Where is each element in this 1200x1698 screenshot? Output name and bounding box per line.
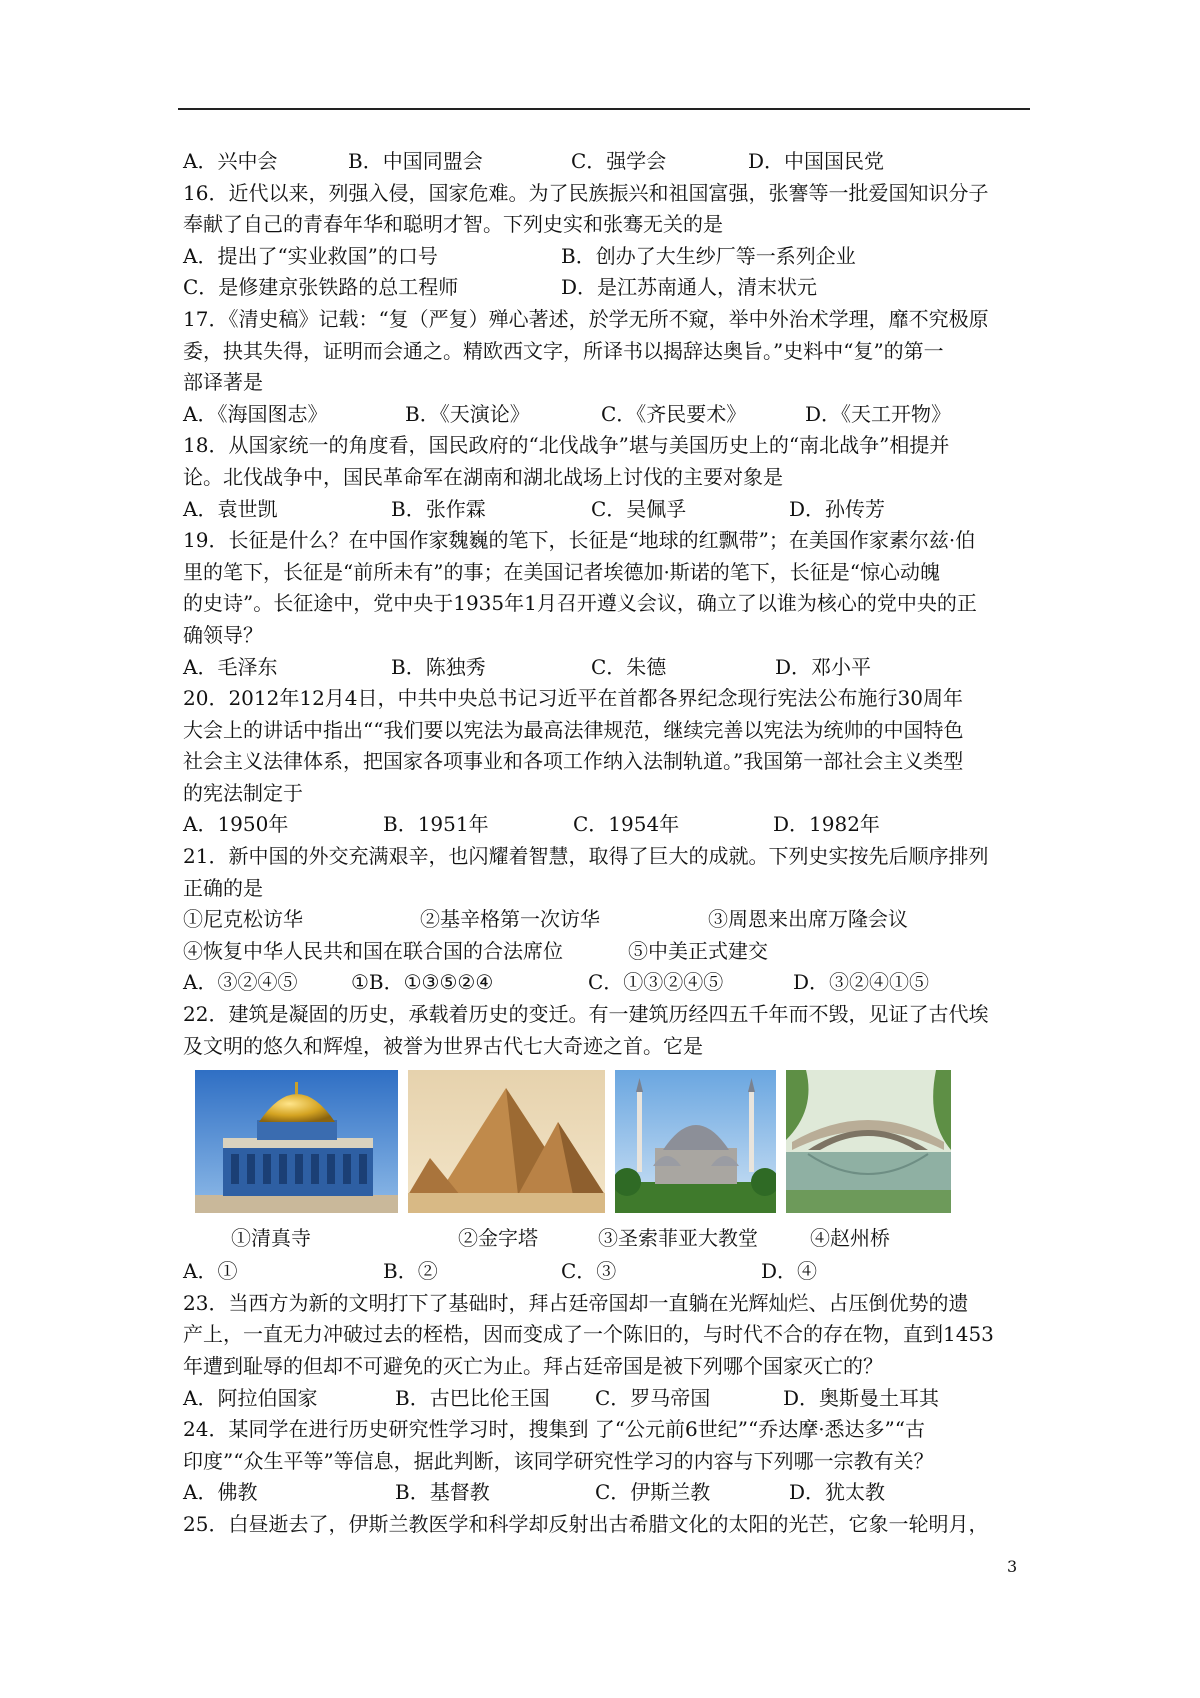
pyramids-illustration xyxy=(408,1070,605,1213)
q22-caption-2: ②金字塔 xyxy=(458,1226,538,1251)
q17-option-c[interactable]: C．《齐民要术》 xyxy=(601,401,747,426)
q21-item-5: ⑤中美正式建交 xyxy=(628,938,768,963)
q22-option-c[interactable]: C．③ xyxy=(561,1259,617,1284)
q16-option-c[interactable]: C．是修建京张铁路的总工程师 xyxy=(183,275,459,300)
q17-options xyxy=(183,399,1033,431)
q15-options xyxy=(183,146,1033,178)
figure-pyramids xyxy=(408,1070,605,1213)
q22-option-a[interactable]: A．① xyxy=(183,1259,238,1284)
hagia-sophia-illustration xyxy=(615,1070,776,1213)
q21-item-3: ③周恩来出席万隆会议 xyxy=(708,907,908,932)
q18-stem-line-2: 论。北伐战争中，国民革命军在湖南和湖北战场上讨伐的主要对象是 xyxy=(183,464,783,489)
q18-option-b[interactable]: B．张作霖 xyxy=(391,496,486,521)
q23-option-d[interactable]: D．奥斯曼土耳其 xyxy=(783,1385,940,1410)
q20-option-c[interactable]: C．1954年 xyxy=(573,812,680,837)
q18-options xyxy=(183,494,1033,526)
q16-option-b[interactable]: B．创办了大生纱厂等一系列企业 xyxy=(561,243,856,268)
q20-stem-line-4: 的宪法制定于 xyxy=(183,780,303,805)
q20-stem-line-2: 大会上的讲话中指出““我们要以宪法为最高法律规范，继续完善以宪法为统帅的中国特色 xyxy=(183,717,964,742)
q22-caption-3: ③圣索菲亚大教堂 xyxy=(598,1226,758,1251)
q18-option-d[interactable]: D．孙传芳 xyxy=(789,496,886,521)
q21-options xyxy=(183,967,1033,999)
q22-options xyxy=(183,1256,1033,1288)
q15-option-d[interactable]: D．中国国民党 xyxy=(748,149,885,173)
q20-option-b[interactable]: B．1951年 xyxy=(383,812,489,837)
q21-item-2: ②基辛格第一次访华 xyxy=(420,907,600,932)
q22-option-b[interactable]: B．② xyxy=(383,1259,438,1284)
q22-figures xyxy=(183,1070,1033,1220)
header-rule xyxy=(178,108,1030,110)
q19-option-a[interactable]: A．毛泽东 xyxy=(183,654,278,679)
q22-option-d[interactable]: D．④ xyxy=(761,1259,818,1284)
q17-stem-line-1: 17．《清史稿》记载：“复（严复）殚心著述，於学无所不窥，举中外治术学理，靡不究极原 xyxy=(183,306,989,331)
q17-stem-line-2: 委，抉其失得，证明而会通之。精欧西文字，所译书以揭辞达奥旨。”史料中“复”的第一 xyxy=(183,338,944,363)
q15-option-c[interactable]: C．强学会 xyxy=(571,149,667,173)
q21-item-4: ④恢复中华人民共和国在联合国的合法席位 xyxy=(183,938,563,963)
q17-option-b[interactable]: B．《天演论》 xyxy=(405,401,530,426)
q21-option-d[interactable]: D．③②④①⑤ xyxy=(793,970,930,995)
q24-stem-line-2: 印度”“众生平等”等信息，据此判断，该同学研究性学习的内容与下列哪一宗教有关？ xyxy=(183,1448,934,1473)
q19-stem-line-4: 确领导？ xyxy=(183,622,263,647)
q19-stem-line-2: 里的笔下，长征是“前所未有”的事；在美国记者埃德加·斯诺的笔下，长征是“惊心动魄 xyxy=(183,559,941,584)
q24-stem-line-1: 24．某同学在进行历史研究性学习时，搜集到 了“公元前6世纪”“乔达摩·悉达多”“古 xyxy=(183,1417,926,1442)
q22-stem-line-2: 及文明的悠久和辉煌，被誉为世界古代七大奇迹之首。它是 xyxy=(183,1033,703,1058)
q20-option-d[interactable]: D．1982年 xyxy=(773,812,880,837)
q23-stem-line-1: 23．当西方为新的文明打下了基础时，拜占廷帝国却一直躺在光辉灿烂、占压倒优势的遗 xyxy=(183,1290,969,1315)
q15-option-a[interactable]: A．兴中会 xyxy=(183,149,278,173)
q24-option-c[interactable]: C．伊斯兰教 xyxy=(595,1480,711,1505)
q25-stem-line-1: 25．白昼逝去了，伊斯兰教医学和科学却反射出古希腊文化的太阳的光芒，它象一轮明月， xyxy=(183,1511,989,1536)
q20-options xyxy=(183,809,1033,841)
q23-option-c[interactable]: C．罗马帝国 xyxy=(595,1385,711,1410)
q19-stem-line-1: 19．长征是什么？在中国作家魏巍的笔下，长征是“地球的红飘带”；在美国作家素尔兹·伯 xyxy=(183,528,976,553)
q19-options xyxy=(183,652,1033,684)
q18-option-a[interactable]: A．袁世凯 xyxy=(183,496,278,521)
q19-option-c[interactable]: C．朱德 xyxy=(591,654,667,679)
q24-options xyxy=(183,1477,1033,1509)
q18-option-c[interactable]: C．吴佩孚 xyxy=(591,496,687,521)
page-number: 3 xyxy=(1007,1557,1018,1576)
mosque-illustration xyxy=(195,1070,398,1213)
q16-option-a[interactable]: A．提出了“实业救国”的口号 xyxy=(183,243,438,268)
q21-item-1: ①尼克松访华 xyxy=(183,907,303,932)
q23-stem-line-2: 产上，一直无力冲破过去的桎梏，因而变成了一个陈旧的，与时代不合的存在物，直到1453 xyxy=(183,1322,994,1347)
figure-mosque xyxy=(195,1070,398,1213)
q16-option-d[interactable]: D．是江苏南通人，清末状元 xyxy=(561,275,818,300)
q23-stem-line-3: 年遭到耻辱的但却不可避免的灭亡为止。拜占廷帝国是被下列哪个国家灭亡的？ xyxy=(183,1354,883,1378)
zhaozhou-bridge-illustration xyxy=(786,1070,951,1213)
q16-options-row-1 xyxy=(183,241,1033,273)
q16-stem-line-1: 16．近代以来，列强入侵，国家危难。为了民族振兴和祖国富强，张謇等一批爱国知识分子 xyxy=(183,180,989,205)
q24-option-a[interactable]: A．佛教 xyxy=(183,1480,258,1505)
q21-option-a[interactable]: A．③②④⑤ xyxy=(183,970,298,995)
q22-stem-line-1: 22．建筑是凝固的历史，承载着历史的变迁。有一建筑历经四五千年而不毁，见证了古代埃 xyxy=(183,1002,989,1027)
q22-captions xyxy=(183,1220,1033,1256)
exam-page-content xyxy=(183,146,1033,1541)
q16-stem-line-2: 奉献了自己的青春年华和聪明才智。下列史实和张骞无关的是 xyxy=(183,212,723,237)
q21-stem-line-2: 正确的是 xyxy=(183,875,263,900)
figure-zhaozhou-bridge xyxy=(786,1070,951,1213)
q21-items-row-1 xyxy=(183,904,1033,936)
q22-caption-4: ④赵州桥 xyxy=(810,1226,890,1251)
q21-items-row-2 xyxy=(183,936,1033,968)
q19-option-d[interactable]: D．邓小平 xyxy=(775,654,872,679)
q23-options xyxy=(183,1383,1033,1415)
q17-option-d[interactable]: D．《天工开物》 xyxy=(805,401,952,426)
q21-stem-line-1: 21．新中国的外交充满艰辛，也闪耀着智慧，取得了巨大的成就。下列史实按先后顺序排列 xyxy=(183,844,989,869)
q17-stem-line-3: 部译著是 xyxy=(183,370,263,395)
q16-options-row-2 xyxy=(183,272,1033,304)
q24-option-b[interactable]: B．基督教 xyxy=(395,1480,490,1505)
figure-hagia-sophia xyxy=(615,1070,776,1213)
q23-option-b[interactable]: B．古巴比伦王国 xyxy=(395,1385,550,1410)
q20-stem-line-3: 社会主义法律体系，把国家各项事业和各项工作纳入法制轨道。”我国第一部社会主义类型 xyxy=(183,749,964,774)
q20-stem-line-1: 20．2012年12月4日，中共中央总书记习近平在首都各界纪念现行宪法公布施行30周年 xyxy=(183,686,963,711)
q24-option-d[interactable]: D．犹太教 xyxy=(789,1480,886,1505)
q23-option-a[interactable]: A．阿拉伯国家 xyxy=(183,1385,318,1410)
q15-option-b[interactable]: B．中国同盟会 xyxy=(348,149,483,173)
q18-stem-line-1: 18．从国家统一的角度看，国民政府的“北伐战争”堪与美国历史上的“南北战争”相提并 xyxy=(183,433,950,458)
q19-option-b[interactable]: B．陈独秀 xyxy=(391,654,486,679)
q22-caption-1: ①清真寺 xyxy=(231,1226,311,1251)
q21-option-c[interactable]: C．①③②④⑤ xyxy=(588,970,724,995)
q19-stem-line-3: 的史诗”。长征途中，党中央于1935年1月召开遵义会议，确立了以谁为核心的党中央的正 xyxy=(183,591,977,616)
q17-option-a[interactable]: A．《海国图志》 xyxy=(183,401,328,426)
q21-option-b[interactable]: ①B．①③⑤②④ xyxy=(351,970,494,995)
q20-option-a[interactable]: A．1950年 xyxy=(183,812,289,837)
